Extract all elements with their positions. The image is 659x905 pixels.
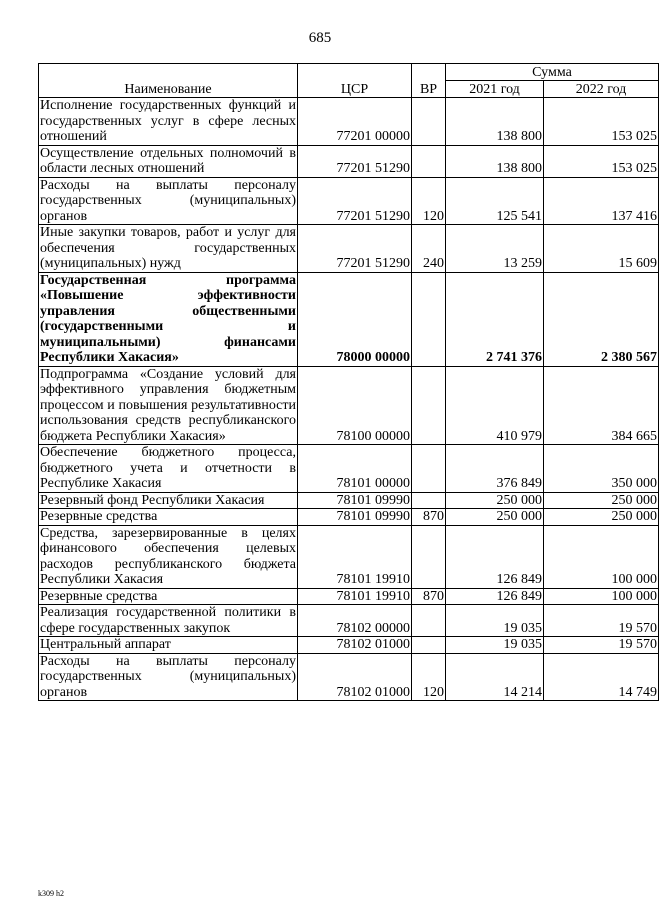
row-csr: 78102 01000 (298, 637, 412, 654)
row-amount-2021: 126 849 (446, 525, 544, 588)
row-amount-2022: 250 000 (544, 509, 659, 526)
row-amount-2022: 250 000 (544, 492, 659, 509)
row-amount-2021: 138 800 (446, 98, 544, 146)
table-row (39, 225, 659, 273)
row-amount-2021: 376 849 (446, 445, 544, 493)
row-vr (412, 637, 446, 654)
row-name: Расходы на выплаты персоналу государственных (муниципальных) органов (40, 653, 296, 700)
row-csr: 77201 51290 (298, 177, 412, 225)
row-name: Резервный фонд Республики Хакасия (39, 492, 298, 509)
header-csr: ЦСР (298, 64, 412, 98)
row-amount-2021: 13 259 (446, 225, 544, 273)
row-csr: 77201 51290 (298, 145, 412, 177)
row-vr: 120 (412, 653, 446, 701)
budget-table (38, 63, 659, 701)
row-csr: 78101 00000 (298, 445, 412, 493)
header-sum: Сумма (446, 64, 659, 81)
row-amount-2021: 19 035 (446, 637, 544, 654)
row-amount-2022: 2 380 567 (544, 272, 659, 366)
row-amount-2021: 126 849 (446, 588, 544, 605)
row-amount-2022: 19 570 (544, 637, 659, 654)
row-name: Центральный аппарат (39, 637, 298, 654)
row-vr (412, 145, 446, 177)
row-csr: 78101 19910 (298, 525, 412, 588)
row-name: Осуществление отдельных полномочий в области лесных отношений (40, 145, 296, 176)
table-row (39, 177, 659, 225)
row-amount-2022: 350 000 (544, 445, 659, 493)
footer-code: k309 h2 (38, 889, 64, 898)
header-name: Наименование (39, 64, 298, 98)
row-amount-2022: 384 665 (544, 366, 659, 445)
row-vr: 870 (412, 588, 446, 605)
header-year-2022: 2022 год (544, 81, 659, 98)
table-row (39, 588, 659, 605)
row-vr: 870 (412, 509, 446, 526)
row-vr (412, 445, 446, 493)
row-amount-2022: 153 025 (544, 98, 659, 146)
row-amount-2022: 15 609 (544, 225, 659, 273)
header-year-2021: 2021 год (446, 81, 544, 98)
row-amount-2022: 153 025 (544, 145, 659, 177)
row-csr: 78100 00000 (298, 366, 412, 445)
header-vr: ВР (412, 64, 446, 98)
row-name: Расходы на выплаты персоналу государственных (муниципальных) органов (40, 177, 296, 224)
row-csr: 78102 01000 (298, 653, 412, 701)
row-vr (412, 492, 446, 509)
row-amount-2022: 100 000 (544, 525, 659, 588)
row-vr: 120 (412, 177, 446, 225)
row-vr (412, 525, 446, 588)
table-row (39, 98, 659, 146)
page-number: 685 (308, 30, 332, 46)
row-amount-2022: 137 416 (544, 177, 659, 225)
table-row (39, 145, 659, 177)
row-amount-2021: 2 741 376 (446, 272, 544, 366)
row-amount-2021: 138 800 (446, 145, 544, 177)
table-row (39, 525, 659, 588)
row-amount-2022: 100 000 (544, 588, 659, 605)
row-amount-2021: 14 214 (446, 653, 544, 701)
table-row (39, 492, 659, 509)
row-csr: 77201 00000 (298, 98, 412, 146)
row-name: Обеспечение бюджетного процесса, бюджетного учета и отчетности в Республике Хакасия (40, 445, 296, 491)
row-name: Средства, зарезервированные в целях финансового обеспечения целевых расходов республиканского бюджета Республики Хакасия (40, 525, 296, 587)
table-row (39, 272, 659, 366)
row-amount-2021: 250 000 (446, 492, 544, 509)
row-amount-2022: 19 570 (544, 605, 659, 637)
row-name: Подпрограмма «Создание условий для эффективного управления бюджетным процессом и повышения результативности использования средств республиканского бюджета Республики Хакасия» (40, 366, 296, 444)
row-name: Реализация государственной политики в сфере государственных закупок (40, 605, 296, 636)
row-csr: 78101 19910 (298, 588, 412, 605)
row-vr (412, 272, 446, 366)
table-row (39, 605, 659, 637)
row-amount-2021: 125 541 (446, 177, 544, 225)
table-row (39, 637, 659, 654)
row-vr (412, 605, 446, 637)
row-csr: 78000 00000 (298, 272, 412, 366)
row-name: Резервные средства (39, 509, 298, 526)
table-row (39, 445, 659, 493)
row-vr: 240 (412, 225, 446, 273)
table-body (39, 98, 659, 701)
table-header (39, 64, 659, 98)
row-name: Исполнение государственных функций и государственных услуг в сфере лесных отношений (40, 98, 296, 144)
table-row (39, 653, 659, 701)
table-row (39, 509, 659, 526)
row-amount-2022: 14 749 (544, 653, 659, 701)
row-vr (412, 366, 446, 445)
row-name: Государственная программа «Повышение эффективности управления общественными (государственными и муниципальными) финансами Республики Хакасия» (40, 272, 296, 365)
row-csr: 78101 09990 (298, 509, 412, 526)
table-row (39, 366, 659, 445)
row-csr: 77201 51290 (298, 225, 412, 273)
row-name: Резервные средства (39, 588, 298, 605)
row-csr: 78102 00000 (298, 605, 412, 637)
row-amount-2021: 250 000 (446, 509, 544, 526)
row-amount-2021: 410 979 (446, 366, 544, 445)
row-csr: 78101 09990 (298, 492, 412, 509)
row-amount-2021: 19 035 (446, 605, 544, 637)
row-name: Иные закупки товаров, работ и услуг для обеспечения государственных (муниципальных) нужд (40, 225, 296, 271)
row-vr (412, 98, 446, 146)
